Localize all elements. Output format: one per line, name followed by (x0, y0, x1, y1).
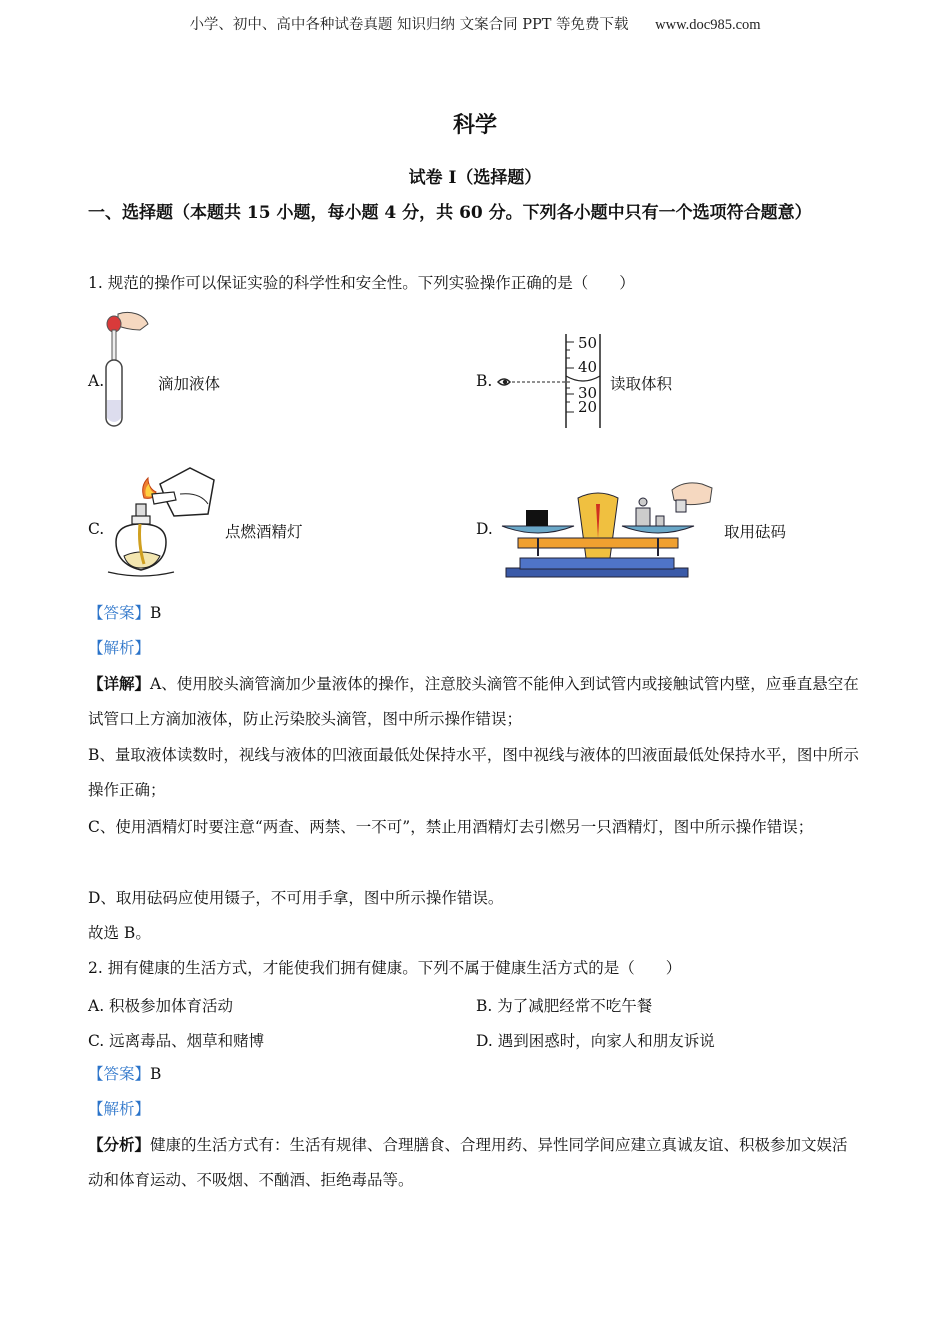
q1-option-c-letter: C. (88, 520, 105, 538)
q1-option-d-letter: D. (476, 520, 493, 538)
paper-subtitle: 试卷 I（选择题） (408, 168, 542, 188)
q2-stem: 2. 拥有健康的生活方式，才能使我们拥有健康。下列不属于健康生活方式的是（ ） (88, 959, 682, 977)
q2-analysis-tag: 【解析】 (88, 1100, 151, 1118)
answer-tag: 【答案】 (88, 1065, 151, 1083)
q2-option-d: D. 遇到困惑时，向家人和朋友诉说 (476, 1032, 715, 1050)
header-url[interactable]: www.doc985.com (655, 17, 761, 33)
alcohol-lamp-figure (104, 464, 218, 580)
tick-label: 20 (578, 398, 598, 416)
detail-a-text: A、使用胶头滴管滴加少量液体的操作，注意胶头滴管不能伸入到试管内或接触试管内壁，应垂直悬空在试管口上方滴加液体，防止污染胶头滴管，图中所示操作错误； (88, 675, 859, 728)
tick-label: 30 (578, 384, 598, 402)
q1-stem: 1. 规范的操作可以保证实验的科学性和安全性。下列实验操作正确的是（ ） (88, 274, 635, 292)
tick-label: 50 (578, 334, 598, 352)
q2-option-b: B. 为了减肥经常不吃午餐 (476, 997, 653, 1015)
q2-analyze (88, 1127, 863, 1198)
q1-detail-d: D、取用砝码应使用镊子，不可用手拿，图中所示操作错误。 (88, 889, 504, 907)
q1-answer: B (150, 604, 162, 622)
page-header (0, 13, 950, 34)
tick-label: 40 (578, 358, 598, 376)
q2-answer: B (150, 1065, 162, 1083)
q1-answer-line (88, 596, 863, 631)
q1-option-d-label: 取用砝码 (724, 523, 787, 541)
q2-option-a: A. 积极参加体育活动 (88, 997, 234, 1015)
q2-answer-line (88, 1057, 863, 1092)
q1-option-c-label: 点燃酒精灯 (225, 523, 303, 541)
page-title: 科学 (452, 112, 497, 138)
q1-option-a-letter: A. (88, 372, 105, 390)
q1-detail-a (88, 666, 863, 737)
header-text: 小学、初中、高中各种试卷真题 知识归纳 文案合同 PPT 等免费下载 (189, 17, 629, 33)
analyze-tag: 【分析】 (88, 1135, 151, 1154)
detail-tag: 【详解】 (88, 674, 151, 693)
answer-tag: 【答案】 (88, 604, 151, 622)
balance-scale-figure (498, 478, 718, 580)
q2-option-c: C. 远离毒品、烟草和赌博 (88, 1032, 265, 1050)
q1-option-b-label: 读取体积 (610, 375, 673, 393)
q1-conclusion: 故选 B。 (88, 924, 151, 942)
dropper-test-tube-figure (100, 308, 152, 432)
q1-option-a-label: 滴加液体 (158, 375, 221, 393)
q1-option-b-letter: B. (476, 372, 493, 390)
section-heading: 一、选择题（本题共 15 小题，每小题 4 分，共 60 分。下列各小题中只有一个选项符合题意） (88, 203, 812, 223)
analyze-text: 健康的生活方式有：生活有规律、合理膳食、合理用药、异性同学间应建立真诚友谊、积极参加文娱活动和体育运动、不吸烟、不酗酒、拒绝毒品等。 (88, 1136, 848, 1189)
q1-analysis-tag: 【解析】 (88, 639, 151, 657)
q1-detail-b: B、量取液体读数时，视线与液体的凹液面最低处保持水平，图中视线与液体的凹液面最低处保持水平，图中所示操作正确； (88, 746, 859, 799)
q1-detail-c: C、使用酒精灯时要注意“两查、两禁、一不可”，禁止用酒精灯去引燃另一只酒精灯，图中所示操作错误； (88, 818, 814, 836)
cylinder-tick-labels (578, 335, 597, 416)
